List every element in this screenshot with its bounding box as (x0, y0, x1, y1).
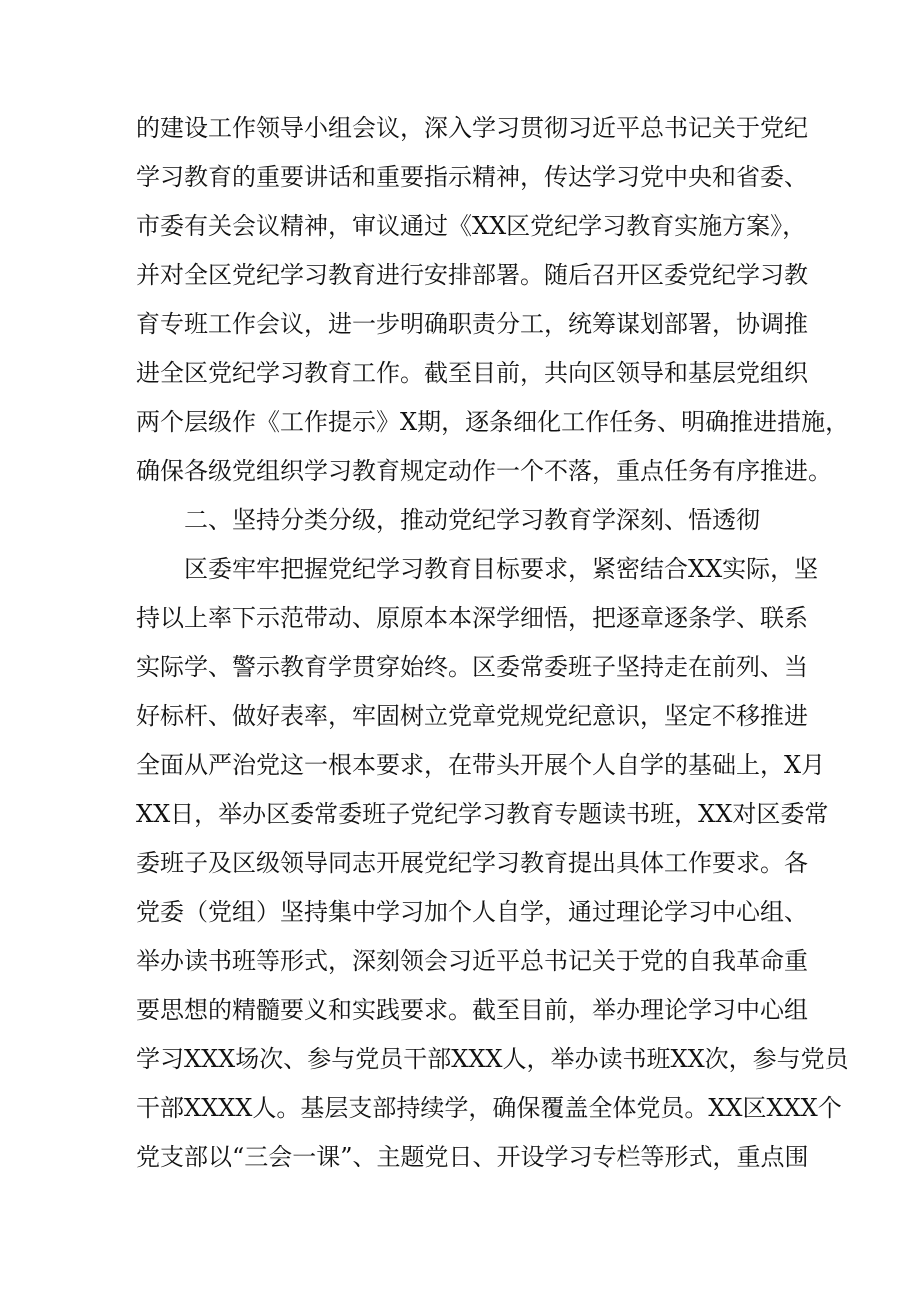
paragraph-line: 持以上率下示范带动、原原本本深学细悟，把逐章逐条学、联系 (136, 604, 808, 632)
paragraph-line: 育专班工作会议，进一步明确职责分工，统筹谋划部署，协调推 (136, 310, 808, 338)
paragraph-line: 党支部以“三会一课”、主题党日、开设学习专栏等形式，重点围 (136, 1143, 809, 1171)
section-heading: 二、坚持分类分级，推动党纪学习教育学深刻、悟透彻 (184, 506, 760, 534)
paragraph-line: XX日，举办区委常委班子党纪学习教育专题读书班，XX对区委常 (136, 800, 829, 828)
paragraph-line: 区委牢牢把握党纪学习教育目标要求，紧密结合XX实际，坚 (184, 555, 819, 583)
paragraph-line: 确保各级党组织学习教育规定动作一个不落，重点任务有序推进。 (136, 457, 832, 485)
paragraph-line: 要思想的精髓要义和实践要求。截至目前，举办理论学习中心组 (136, 996, 808, 1024)
paragraph-line: 干部XXXX人。基层支部持续学，确保覆盖全体党员。XX区XXX个 (136, 1094, 842, 1122)
paragraph-line: 全面从严治党这一根本要求，在带头开展个人自学的基础上，X月 (136, 751, 826, 779)
paragraph-line: 并对全区党纪学习教育进行安排部署。随后召开区委党纪学习教 (136, 261, 808, 289)
paragraph-line: 举办读书班等形式，深刻领会习近平总书记关于党的自我革命重 (136, 947, 808, 975)
paragraph-line: 市委有关会议精神，审议通过《XX区党纪学习教育实施方案》， (136, 212, 807, 240)
paragraph-line: 好标杆、做好表率，牢固树立党章党规党纪意识，坚定不移推进 (136, 702, 808, 730)
paragraph-line: 的建设工作领导小组会议，深入学习贯彻习近平总书记关于党纪 (136, 114, 808, 142)
paragraph-line: 党委（党组）坚持集中学习加个人自学，通过理论学习中心组、 (136, 898, 808, 926)
paragraph-line: 学习XXX场次、参与党员干部XXX人，举办读书班XX次，参与党员 (136, 1045, 849, 1073)
paragraph-line: 委班子及区级领导同志开展党纪学习教育提出具体工作要求。各 (136, 849, 808, 877)
paragraph-line: 两个层级作《工作提示》X期，逐条细化工作任务、明确推进措施， (136, 408, 850, 436)
paragraph-line: 进全区党纪学习教育工作。截至目前，共向区领导和基层党组织 (136, 359, 808, 387)
paragraph-line: 学习教育的重要讲话和重要指示精神，传达学习党中央和省委、 (136, 163, 808, 191)
paragraph-line: 实际学、警示教育学贯穿始终。区委常委班子坚持走在前列、当 (136, 653, 808, 681)
